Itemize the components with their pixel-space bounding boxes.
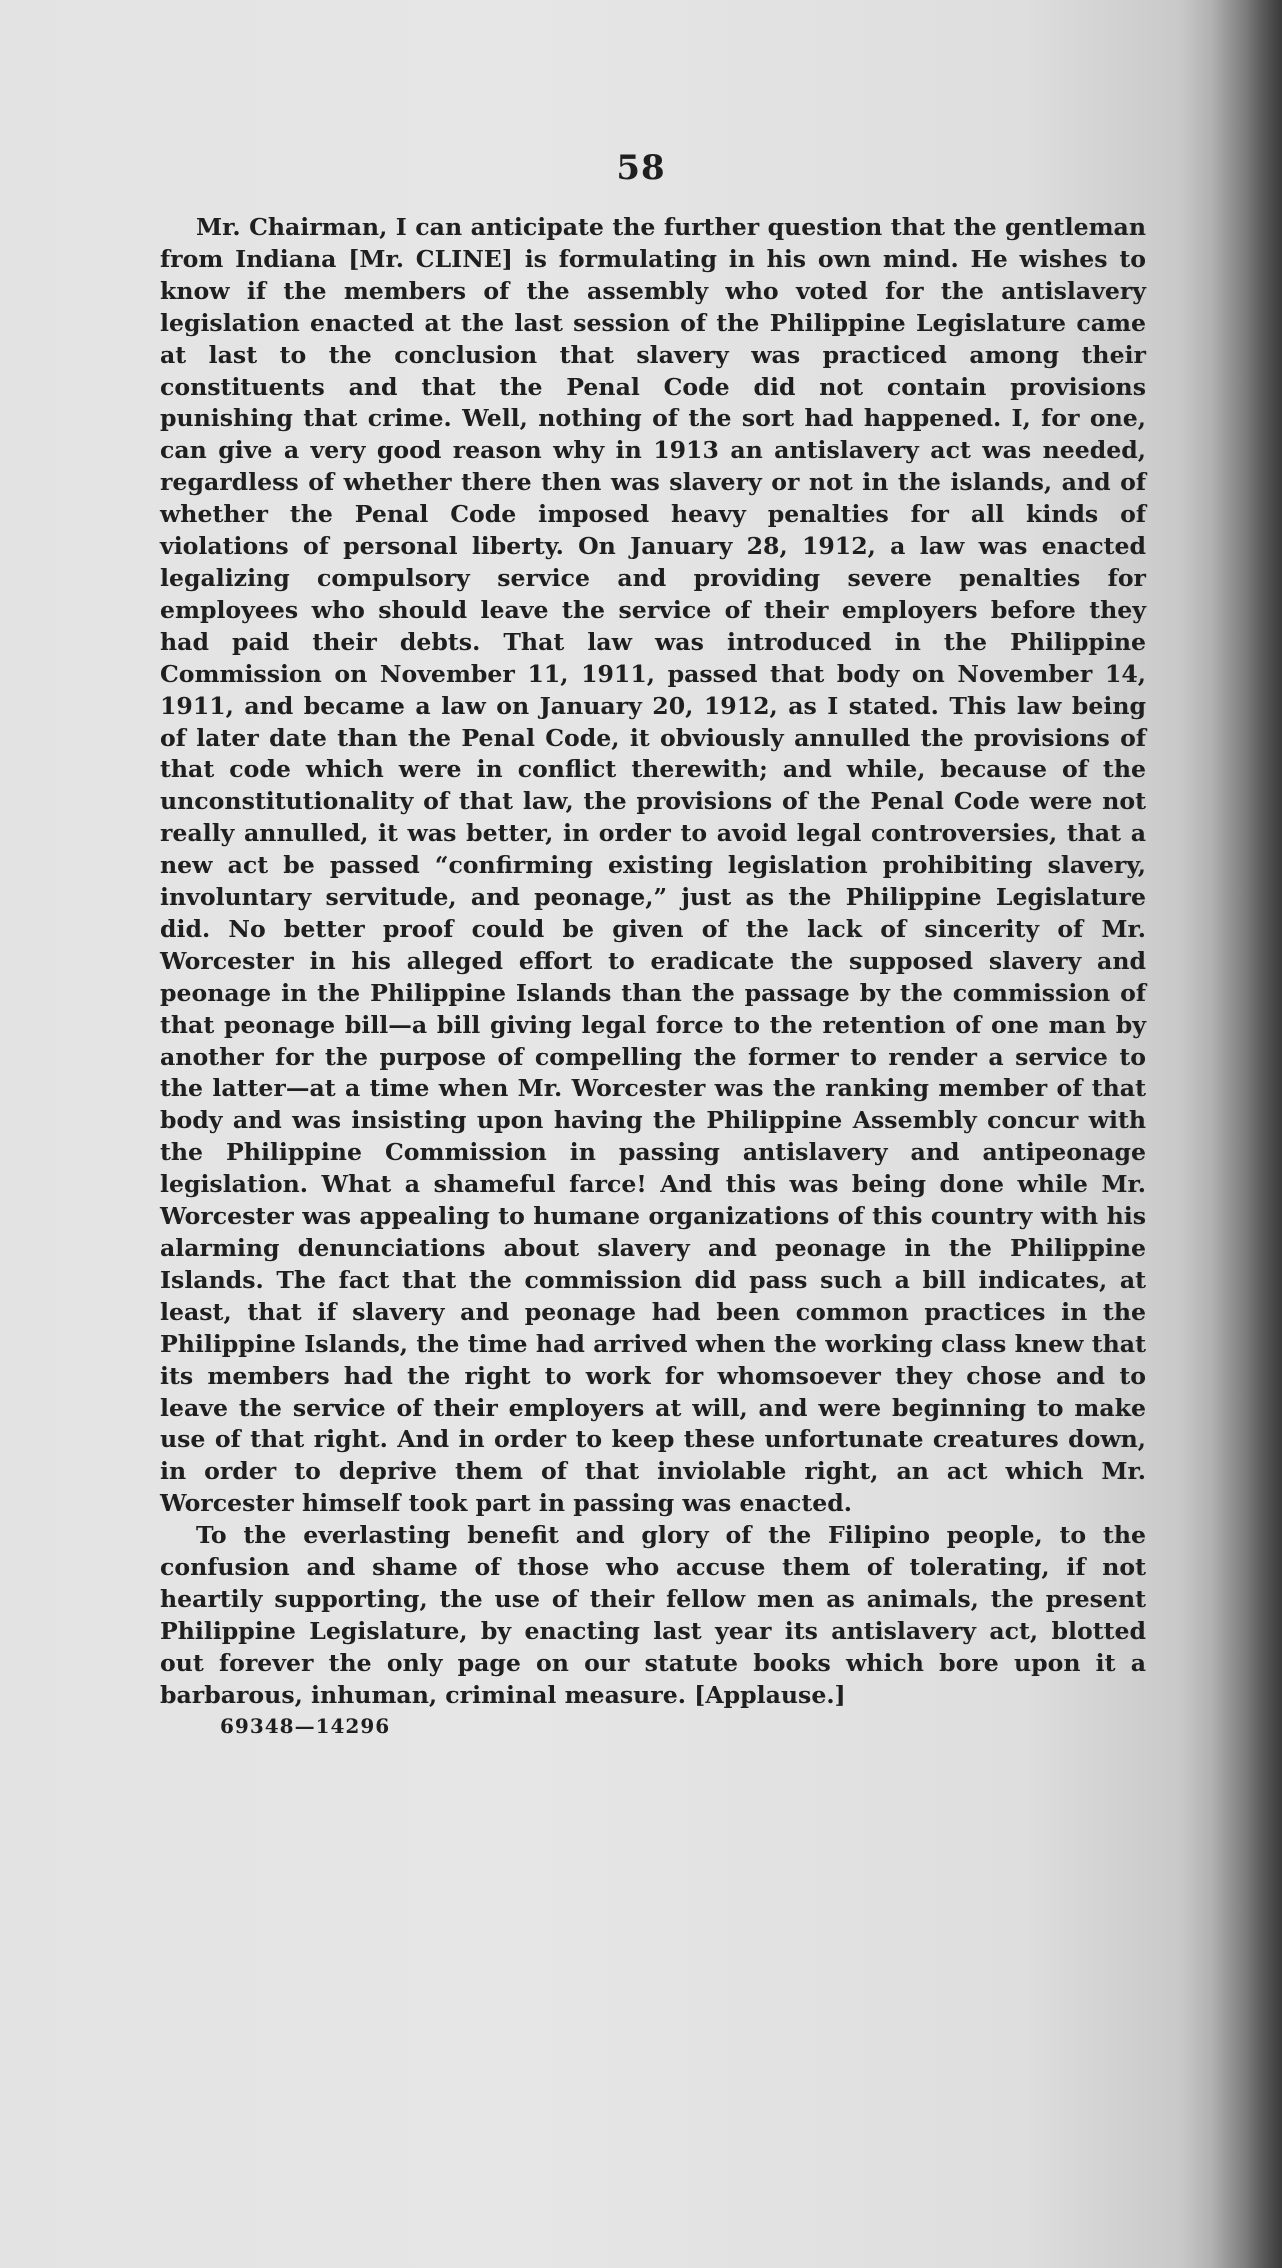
page-number: 58 xyxy=(616,148,666,188)
paragraph-1: Mr. Chairman, I can anticipate the further question that the gentleman from Indiana [Mr. CLINE] is formulating in his own mind. He wishes to know if the members of the assembly who voted for the antislavery legislation enacted at the last session of the Philippine Legislature came at last to the conclusion that slavery was practiced among their constituents and that the Penal Code did not contain provisions punishing that crime. Well, nothing of the sort had happened. I, for one, can give a very good reason why in 1913 an antislavery act was needed, regardless of whether there then was slavery or not in the islands, and of whether the Penal Code imposed heavy penalties for all kinds of violations of personal liberty. On January 28, 1912, a law was enacted legalizing compulsory service and providing severe penalties for employees who should leave the service of their employers before they had paid their debts. That law was introduced in the Philippine Commission on November 11, 1911, passed that body on November 14, 1911, and became a law on January 20, 1912, as I stated. This law being of later date than the Penal Code, it obviously annulled the provisions of that code which were in conflict therewith; and while, because of the unconstitutionality of that law, the provisions of the Penal Code were not really annulled, it was better, in order to avoid legal controversies, that a new act be passed “confirming existing legislation prohibiting slavery, involuntary servitude, and peonage,” just as the Philippine Legislature did. No better proof could be given of the lack of sincerity of Mr. Worcester in his alleged effort to eradicate the supposed slavery and peonage in the Philippine Islands than the passage by the commission of that peonage bill—a bill giving legal force to the retention of one man by another for the purpose of compelling the former to render a service to the latter—at a time when Mr. Worcester was the ranking member of that body and was insisting upon having the Philippine Assembly concur with the Philippine Commission in passing antislavery and antipeonage legislation. What a shameful farce! And this was being done while Mr. Worcester was appealing to humane organizations of this country with his alarming denunciations about slavery and peonage in the Philippine Islands. The fact that the commission did pass such a bill indicates, at least, that if slavery and peonage had been common practices in the Philippine Islands, the time had arrived when the working class knew that its members had the right to work for whomsoever they chose and to leave the service of their employers at will, and were beginning to make use of that right. And in order to keep these unfortunate creatures down, in order to deprive them of that inviolable right, an act which Mr. Worcester himself took part in passing was enacted. xyxy=(160,213,1146,1518)
paragraph-2: To the everlasting benefit and glory of the Filipino people, to the confusion and shame of those who accuse them of tolerating, if not heartily supporting, the use of their fellow men as animals, the present Philippine Legislature, by enacting last year its antislavery act, blotted out forever the only page on our statute books which bore upon it a barbarous, inhuman, criminal measure. [Applause.] xyxy=(160,1521,1146,1709)
page-edge-shadow xyxy=(1212,0,1282,2268)
text-column xyxy=(160,212,1146,1738)
print-code: 69348—14296 xyxy=(220,1713,391,1738)
